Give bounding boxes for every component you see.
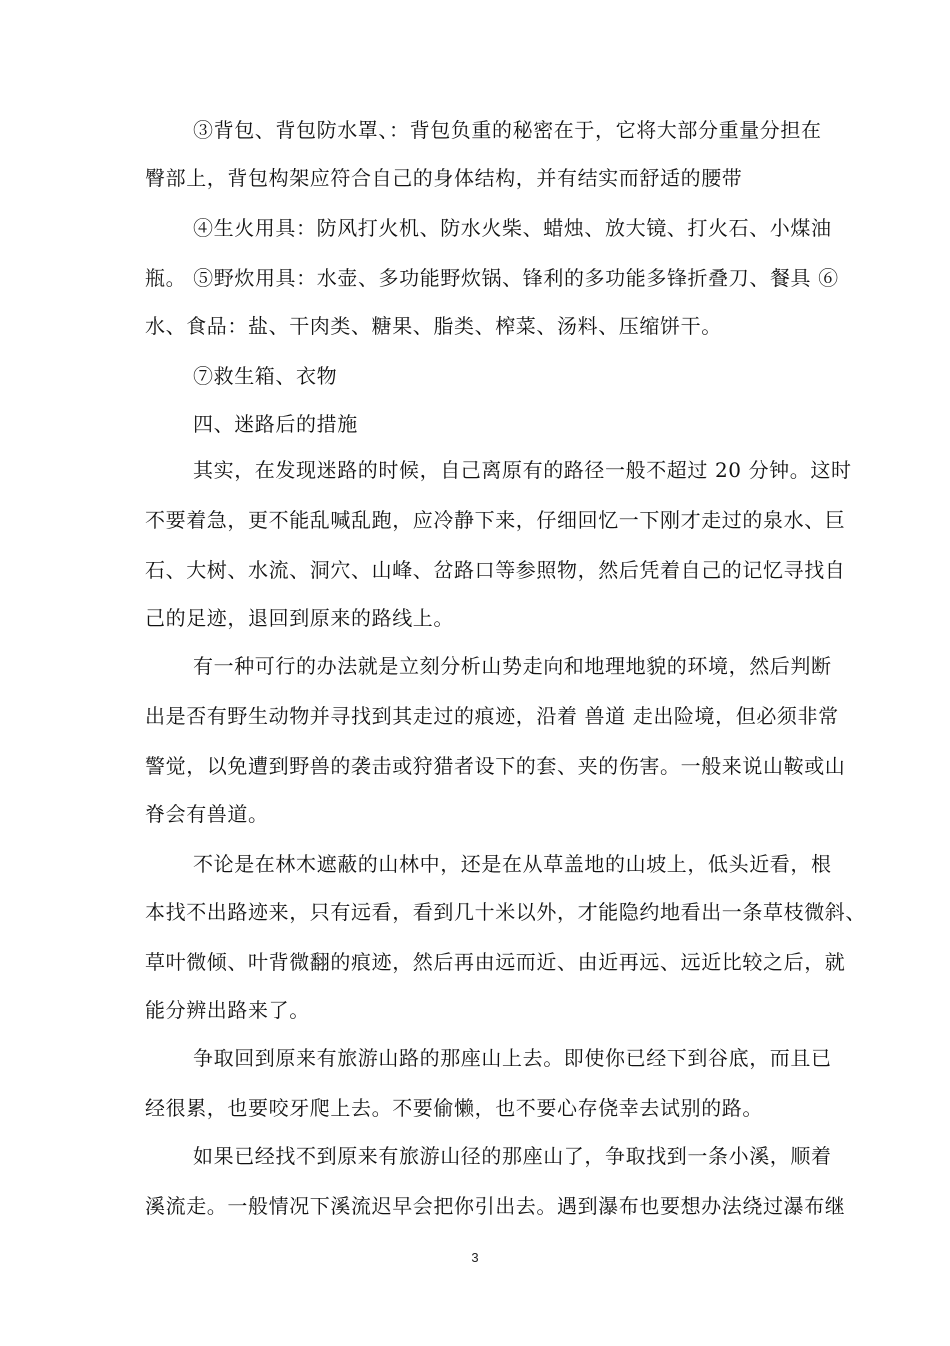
page-number: 3 <box>471 1250 479 1265</box>
text-line: ④生火用具：防风打火机、防水火柴、蜡烛、放大镜、打火石、小煤油 <box>193 216 832 240</box>
text-line: 出是否有野生动物并寻找到其走过的痕迹，沿着 兽道 走出险境，但必须非常 <box>145 704 839 728</box>
text-line: 经很累，也要咬牙爬上去。不要偷懒，也不要心存侥幸去试别的路。 <box>145 1096 763 1120</box>
text-line: 警觉，以免遭到野兽的袭击或狩猎者设下的套、夹的伤害。一般来说山鞍或山 <box>145 754 846 778</box>
text-line: 水、食品：盐、干肉类、糖果、脂类、榨菜、汤料、压缩饼干。 <box>145 314 722 338</box>
text-line: ⑦救生箱、衣物 <box>193 364 338 388</box>
text-line: 本找不出路迹来，只有远看，看到几十米以外，才能隐约地看出一条草枝微斜、 <box>145 900 866 924</box>
text-line: 己的足迹，退回到原来的路线上。 <box>145 606 454 630</box>
section-heading: 四、迷路后的措施 <box>193 412 358 436</box>
text-line: 如果已经找不到原来有旅游山径的那座山了，争取找到一条小溪，顺着 <box>193 1144 832 1168</box>
text-line: 争取回到原来有旅游山路的那座山上去。即使你已经下到谷底，而且已 <box>193 1046 832 1070</box>
text-line: 能分辨出路来了。 <box>145 998 310 1022</box>
text-line: 有一种可行的办法就是立刻分析山势走向和地理地貌的环境，然后判断 <box>193 654 832 678</box>
text-line: 不要着急，更不能乱喊乱跑，应冷静下来，仔细回忆一下刚才走过的泉水、巨 <box>145 508 846 532</box>
text-line: 其实，在发现迷路的时候，自己离原有的路径一般不超过 20 分钟。这时 <box>193 458 852 482</box>
text-line: 草叶微倾、叶背微翻的痕迹，然后再由远而近、由近再远、远近比较之后，就 <box>145 950 846 974</box>
text-line: 脊会有兽道。 <box>145 802 269 826</box>
text-line: 臀部上，背包构架应符合自己的身体结构，并有结实而舒适的腰带 <box>145 166 743 190</box>
text-line: 溪流走。一般情况下溪流迟早会把你引出去。遇到瀑布也要想办法绕过瀑布继 <box>145 1194 846 1218</box>
text-line: 瓶。 ⑤野炊用具：水壶、多功能野炊锅、锋利的多功能多锋折叠刀、餐具 ⑥ <box>145 266 839 290</box>
text-line: 石、大树、水流、洞穴、山峰、岔路口等参照物，然后凭着自己的记忆寻找自 <box>145 558 846 582</box>
text-line: 不论是在林木遮蔽的山林中，还是在从草盖地的山坡上，低头近看，根 <box>193 852 832 876</box>
text-line: ③背包、背包防水罩、：背包负重的秘密在于，它将大部分重量分担在 <box>193 118 822 142</box>
